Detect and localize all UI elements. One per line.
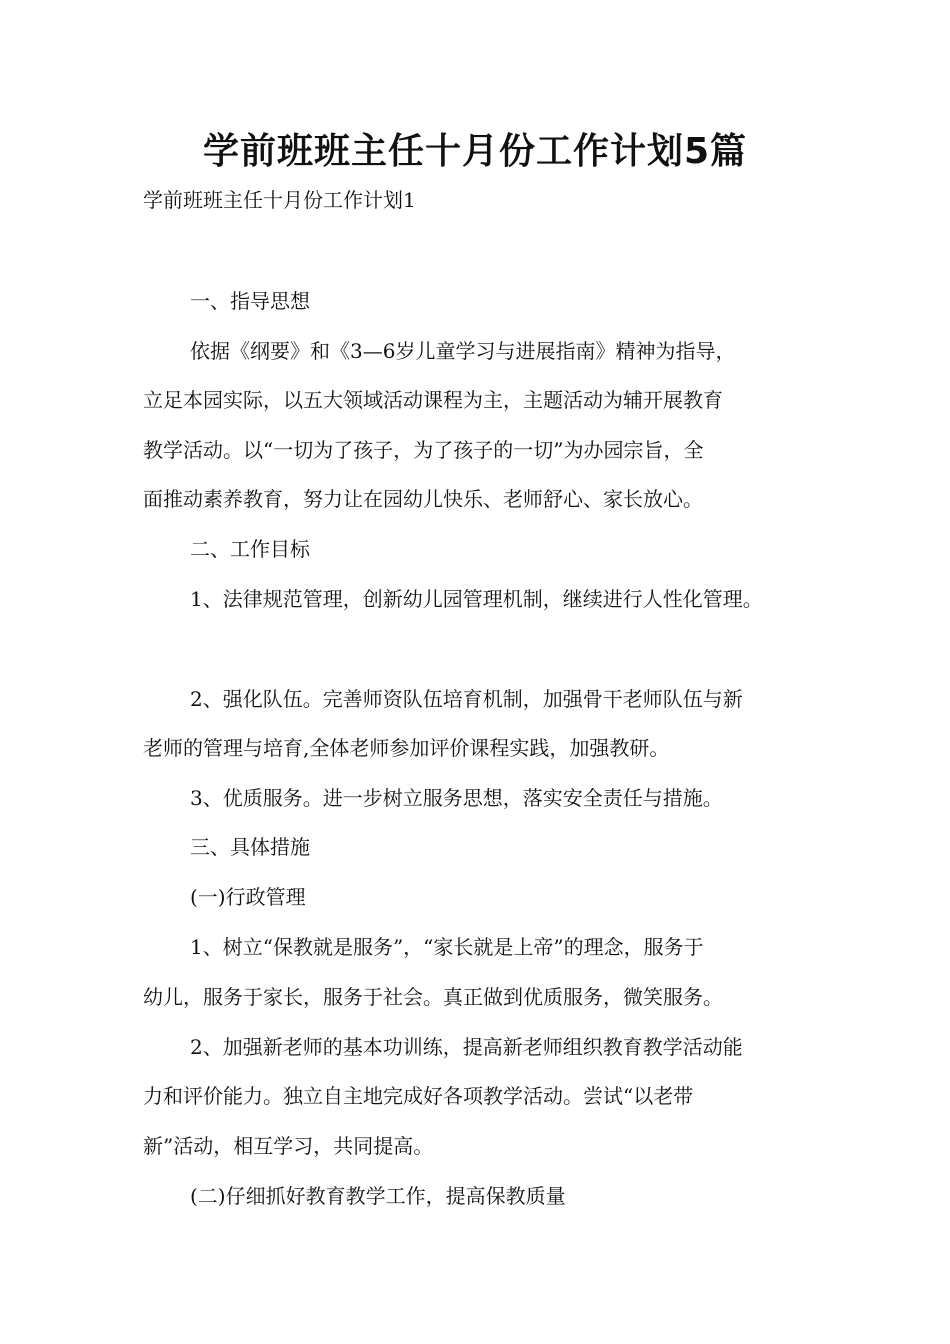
paragraph-line: 力和评价能力。独立自主地完成好各项教学活动。尝试“以老带 [143, 1084, 694, 1108]
document-subtitle: 学前班班主任十月份工作计划1 [143, 188, 416, 212]
document-title: 学前班班主任十月份工作计划5篇 [202, 131, 748, 172]
section-heading-guiding-thought: 一、指导思想 [190, 289, 310, 313]
paragraph-line: 老师的管理与培育,全体老师参加评价课程实践，加强教研。 [143, 736, 670, 760]
paragraph-line: 幼儿，服务于家长，服务于社会。真正做到优质服务，微笑服务。 [143, 985, 723, 1009]
paragraph-line: 2、强化队伍。完善师资队伍培育机制，加强骨干老师队伍与新 [190, 687, 743, 711]
section-heading-specific-measures: 三、具体措施 [190, 835, 310, 859]
paragraph-line: 立足本园实际，以五大领域活动课程为主，主题活动为辅开展教育 [143, 388, 723, 412]
paragraph-line: 教学活动。以“一切为了孩子，为了孩子的一切”为办园宗旨，全 [143, 438, 704, 462]
paragraph-line: 2、加强新老师的基本功训练，提高新老师组织教育教学活动能 [190, 1035, 743, 1059]
paragraph-line: 3、优质服务。进一步树立服务思想，落实安全责任与措施。 [190, 786, 723, 810]
paragraph-line: 1、法律规范管理，创新幼儿园管理机制，继续进行人性化管理。 [190, 587, 763, 611]
paragraph-line: 依据《纲要》和《3—6岁儿童学习与进展指南》精神为指导， [190, 339, 736, 363]
section-heading-work-goals: 二、工作目标 [190, 537, 310, 561]
subsection-heading-administration: (一)行政管理 [190, 885, 306, 909]
paragraph-line: 新”活动，相互学习，共同提高。 [143, 1134, 434, 1158]
paragraph-line: 面推动素养教育，努力让在园幼儿快乐、老师舒心、家长放心。 [143, 487, 703, 511]
subsection-heading-teaching-work: (二)仔细抓好教育教学工作，提高保教质量 [190, 1184, 566, 1208]
paragraph-line: 1、树立“保教就是服务”，“家长就是上帝”的理念，服务于 [190, 935, 704, 959]
